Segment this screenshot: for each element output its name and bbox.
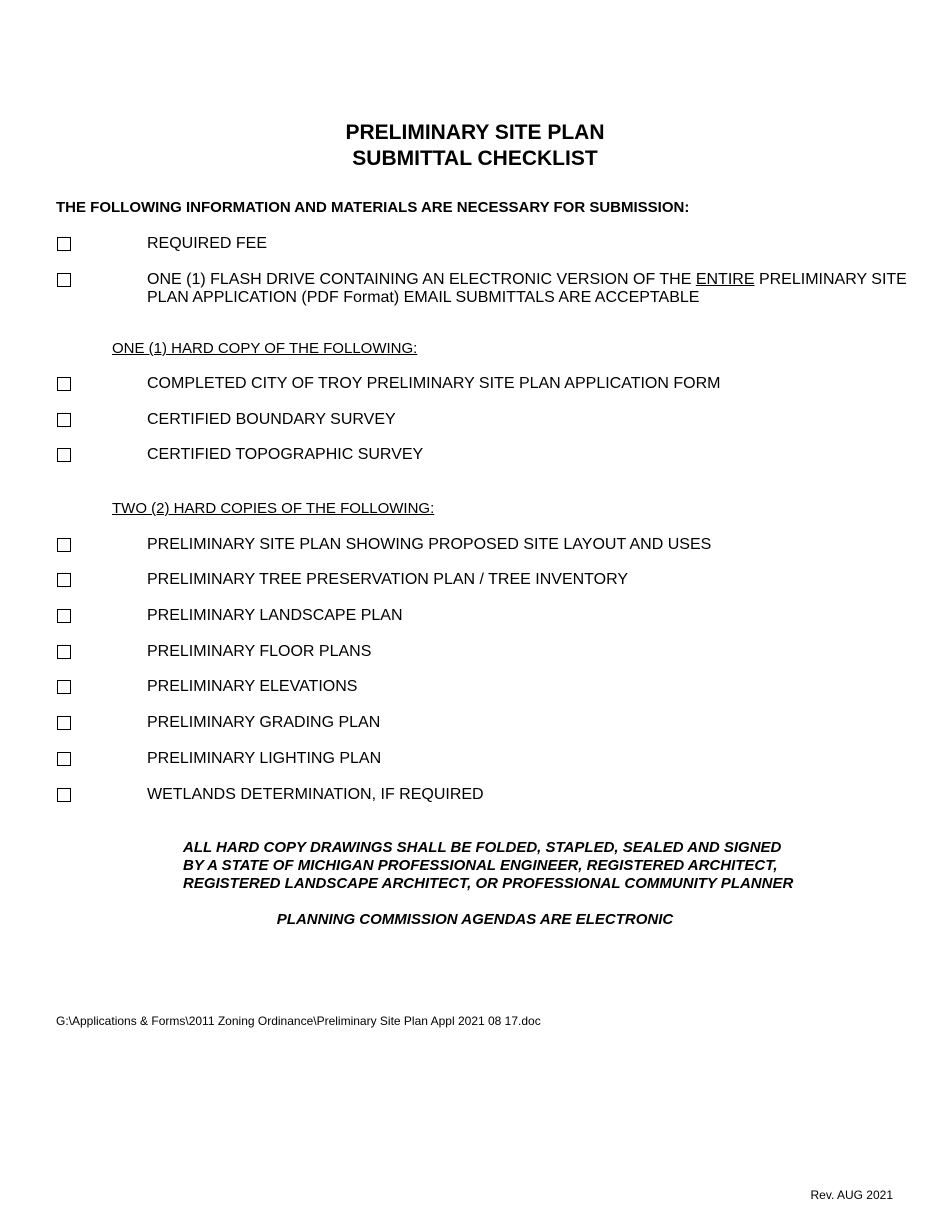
item-lighting-plan: PRELIMINARY LIGHTING PLAN — [147, 750, 382, 767]
document-title-line1: PRELIMINARY SITE PLAN — [345, 121, 605, 144]
item-site-plan: PRELIMINARY SITE PLAN SHOWING PROPOSED SITE LAYOUT AND USES — [147, 536, 712, 553]
note-line-3: REGISTERED LANDSCAPE ARCHITECT, OR PROFESSIONAL COMMUNITY PLANNER — [183, 875, 794, 892]
checkbox-application-form[interactable] — [57, 377, 71, 391]
note-line-1: ALL HARD COPY DRAWINGS SHALL BE FOLDED, STAPLED, SEALED AND SIGNED — [183, 839, 782, 856]
two-hard-copies-heading: TWO (2) HARD COPIES OF THE FOLLOWING: — [112, 500, 435, 517]
item-flash-drive — [147, 271, 907, 307]
one-hard-copy-heading: ONE (1) HARD COPY OF THE FOLLOWING: — [112, 340, 418, 357]
checkbox-landscape-plan[interactable] — [57, 609, 71, 623]
checkbox-grading-plan[interactable] — [57, 716, 71, 730]
intro-heading: THE FOLLOWING INFORMATION AND MATERIALS ARE NECESSARY FOR SUBMISSION: — [56, 199, 690, 216]
item-floor-plans: PRELIMINARY FLOOR PLANS — [147, 643, 372, 660]
checkbox-site-plan[interactable] — [57, 538, 71, 552]
note-line-2: BY A STATE OF MICHIGAN PROFESSIONAL ENGINEER, REGISTERED ARCHITECT, — [183, 857, 778, 874]
checkbox-floor-plans[interactable] — [57, 645, 71, 659]
flash-drive-text-entire: ENTIRE — [695, 271, 755, 288]
item-required-fee: REQUIRED FEE — [147, 235, 268, 252]
checkbox-elevations[interactable] — [57, 680, 71, 694]
item-elevations: PRELIMINARY ELEVATIONS — [147, 678, 358, 695]
item-grading-plan: PRELIMINARY GRADING PLAN — [147, 714, 381, 731]
file-path: G:\Applications & Forms\2011 Zoning Ordinance\Preliminary Site Plan Appl 2021 08 17.doc — [56, 1014, 541, 1028]
item-wetlands: WETLANDS DETERMINATION, IF REQUIRED — [147, 786, 484, 803]
checkbox-required-fee[interactable] — [57, 237, 71, 251]
agendas-note: PLANNING COMMISSION AGENDAS ARE ELECTRONIC — [276, 911, 674, 928]
document-title-line2: SUBMITTAL CHECKLIST — [352, 147, 598, 170]
revision-label: Rev. AUG 2021 — [810, 1188, 893, 1202]
checkbox-tree-preservation[interactable] — [57, 573, 71, 587]
checkbox-wetlands[interactable] — [57, 788, 71, 802]
item-topographic-survey: CERTIFIED TOPOGRAPHIC SURVEY — [147, 446, 424, 463]
checkbox-flash-drive[interactable] — [57, 273, 71, 287]
item-tree-preservation: PRELIMINARY TREE PRESERVATION PLAN / TREE INVENTORY — [147, 571, 629, 588]
item-landscape-plan: PRELIMINARY LANDSCAPE PLAN — [147, 607, 403, 624]
checkbox-topographic-survey[interactable] — [57, 448, 71, 462]
checkbox-boundary-survey[interactable] — [57, 413, 71, 427]
item-boundary-survey: CERTIFIED BOUNDARY SURVEY — [147, 411, 396, 428]
item-application-form: COMPLETED CITY OF TROY PRELIMINARY SITE PLAN APPLICATION FORM — [147, 375, 721, 392]
checkbox-lighting-plan[interactable] — [57, 752, 71, 766]
flash-drive-text-end: PRELIMINARY SITE PLAN APPLICATION (PDF Format) EMAIL SUBMITTALS ARE ACCEPTABLE — [147, 271, 907, 306]
flash-drive-text-start: ONE (1) FLASH DRIVE CONTAINING AN ELECTRONIC VERSION OF THE — [147, 271, 696, 288]
